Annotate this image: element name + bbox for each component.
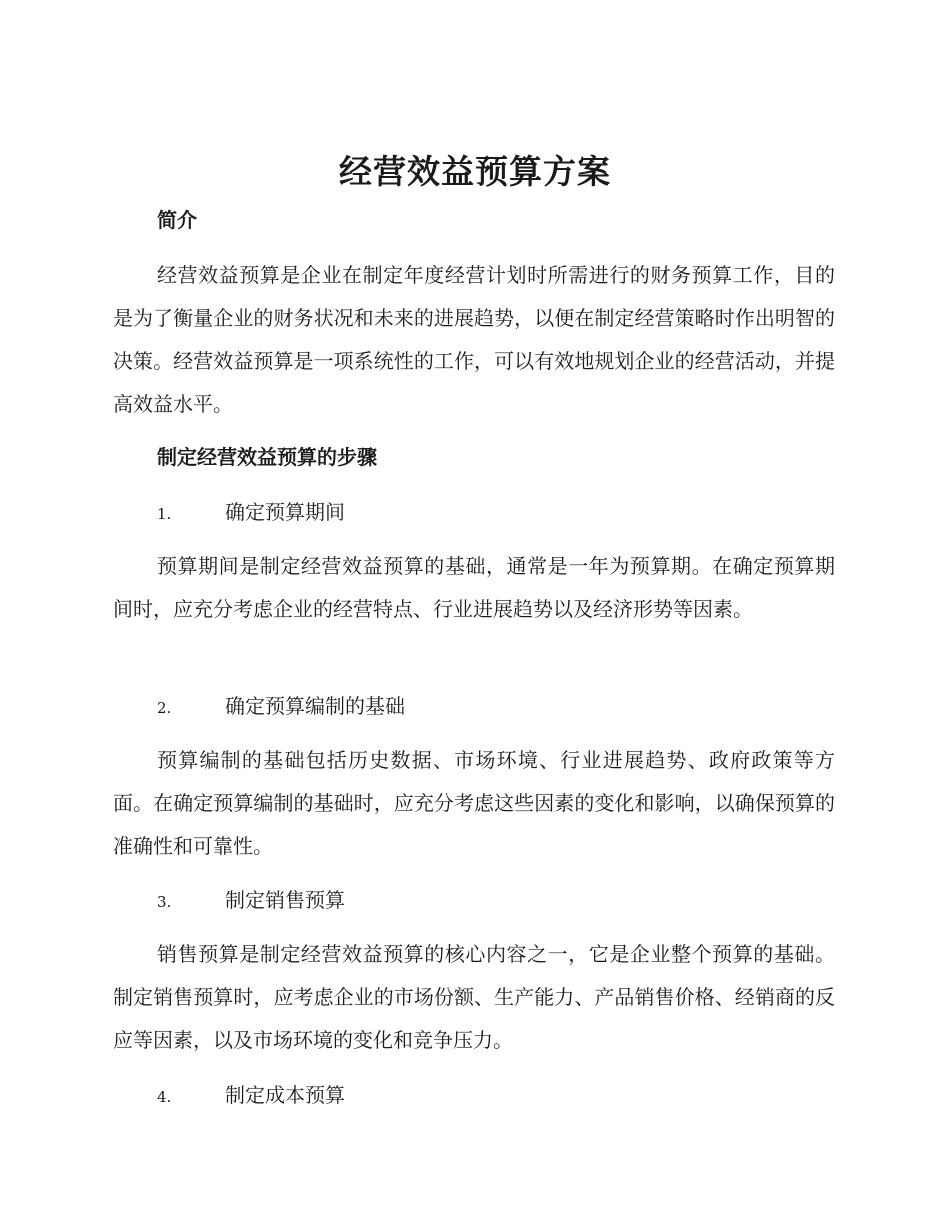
step-title: 确定预算编制的基础 — [225, 694, 405, 718]
step-paragraph: 销售预算是制定经营效益预算的核心内容之一，它是企业整个预算的基础。制定销售预算时，应考虑企业的市场份额、生产能力、产品销售价格、经销商的反应等因素，以及市场环境的变化和竞争压力。 — [113, 942, 835, 1052]
step-title: 制定成本预算 — [225, 1083, 345, 1107]
step-paragraph: 预算编制的基础包括历史数据、市场环境、行业进展趋势、政府政策等方面。在确定预算编制的基础时，应充分考虑这些因素的变化和影响，以确保预算的准确性和可靠性。 — [113, 748, 835, 858]
step-item — [157, 692, 405, 722]
step-number: 2. — [157, 699, 172, 717]
intro-paragraph: 经营效益预算是企业在制定年度经营计划时所需进行的财务预算工作，目的是为了衡量企业的财务状况和未来的进展趋势，以便在制定经营策略时作出明智的决策。经营效益预算是一项系统性的工作，可以有效地规划企业的经营活动，并提高效益水平。 — [113, 263, 835, 416]
step-title: 制定销售预算 — [225, 888, 345, 912]
step-item — [157, 886, 345, 916]
document-title: 经营效益预算方案 — [339, 152, 611, 191]
step-number: 1. — [157, 505, 172, 523]
step-number: 4. — [157, 1088, 172, 1106]
step-item — [157, 1081, 345, 1111]
step-title: 确定预算期间 — [225, 500, 345, 524]
step-item — [157, 498, 345, 528]
step-paragraph: 预算期间是制定经营效益预算的基础，通常是一年为预算期。在确定预算期间时，应充分考虑企业的经营特点、行业进展趋势以及经济形势等因素。 — [113, 554, 835, 621]
intro-heading: 简介 — [157, 208, 197, 232]
steps-heading: 制定经营效益预算的步骤 — [157, 445, 377, 469]
step-number: 3. — [157, 893, 172, 911]
